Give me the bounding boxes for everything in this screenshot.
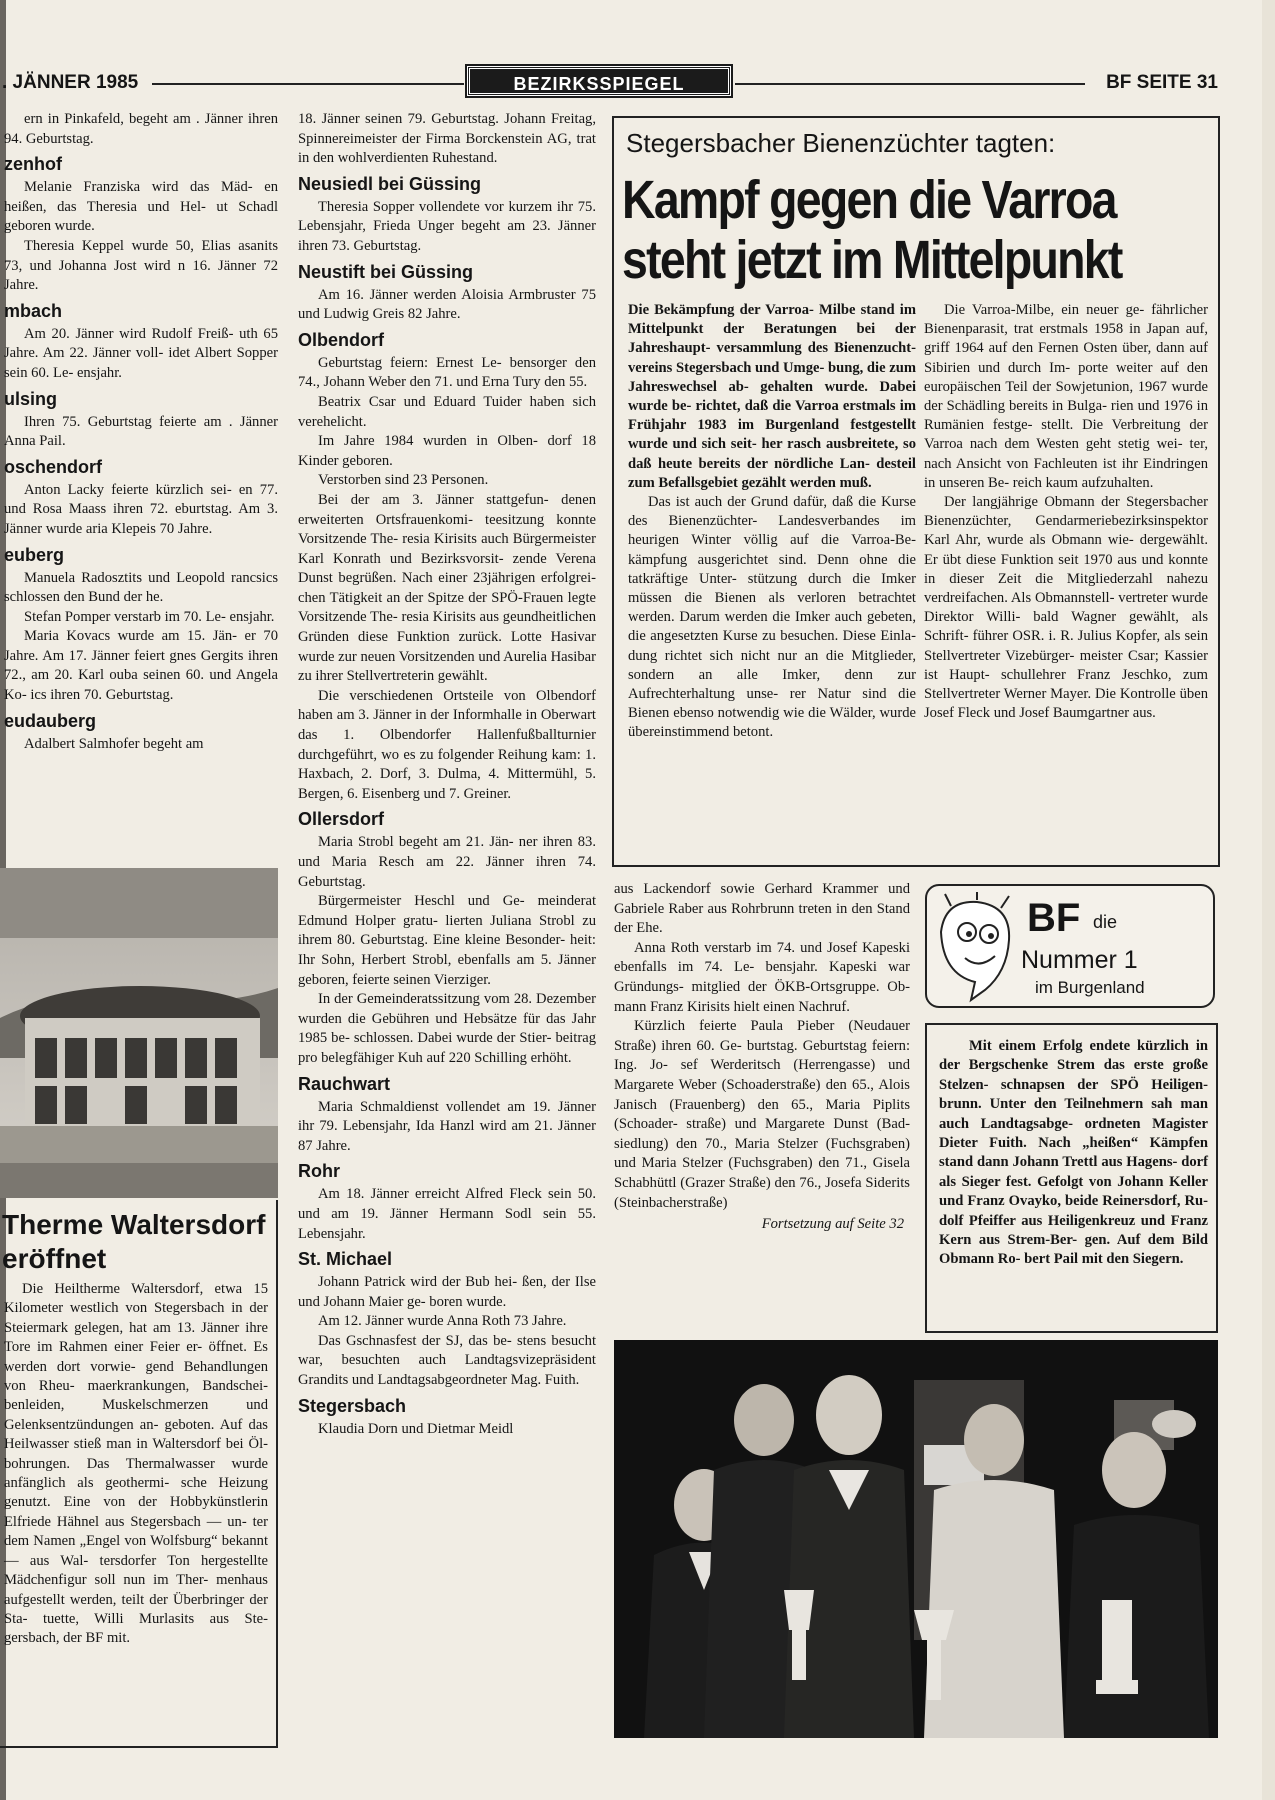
place-subheading: Stegersbach (298, 1395, 407, 1416)
article-lead: Die Bekämpfung der Varroa- Milbe stand im Mittelpunkt der Beratungen bei der Jahreshaupt- versammlung des Bienenzucht- vereins Stegersbach und Umge- bung, die zum Jahreswechsel ab- gehalten wurde. Dabei wurde be- richtet, daß die Varroa erstmals im Frühjahr 1983 im Burgenland festgestellt wurde und sich seit- her rasch ausbreitete, so daß heute bereits der nördliche Lan- desteil zum Befallsgebiet gezählt werden muß. (628, 302, 916, 491)
place-subheading: euberg (4, 544, 65, 565)
article-kicker: Stegersbacher Bienenzüchter tagten: (626, 128, 1056, 158)
news-paragraph: Die verschiedenen Ortsteile von Olbendorf haben am 3. Jänner in der Informhalle in Oberwart das 1. Olbendorfer Hallenfußballturnier durchgeführt, wo es zu folgender Reihung kam: 1. Haxbach, 2. Dorf, 3. Dulma, 4. Mittermühl, 5. Bergen, 6. Eisenberg und 7. Greiner. (298, 687, 596, 802)
place-subheading: St. Michael (298, 1249, 393, 1270)
news-paragraph: Theresia Keppel wurde 50, Elias asanits 73, und Johanna Jost wird n 16. Jänner 72 Jahre. (4, 237, 278, 294)
news-paragraph: Maria Kovacs wurde am 15. Jän- er 70 Jahre. Am 17. Jänner feiert gnes Gergits ihren 72., am 20. Karl ouba seinen 60. und Angela Ko- ics ihren 70. Geburtstag. (4, 628, 278, 704)
page-header (0, 66, 1218, 100)
place-subheading: oschendorf (4, 456, 103, 477)
article-column-b (924, 301, 1208, 723)
section-title: BEZIRKSSPIEGEL (467, 66, 731, 96)
header-rule (735, 83, 1085, 85)
therme-text: Die Heiltherme Waltersdorf, etwa 15 Kilometer westlich von Stegersbach in der Steiermark gelegen, hat am 13. Jänner ihre Tore im Rahmen einer Feier er- öffnet. Es werden dort vorwie- gend Behandlungen von Rheu- maerkrankungen, Bandschei- benleiden, Muskelschmerzen und Gelenksentzündungen an- geboten. Auf das Heilwasser stieß man in Waltersdorf bei Öl- bohrungen. Das Thermalwasser wurde anfänglich als geothermi- sche Heizung genutzt. Eine von der Hobbykünstlerin Elfriede Hähnel aus Stegersbach — un- ter dem Namen „Engel von Wolfsburg“ bekannt — aus Wal- tersdorfer Ton hergestellte Mädchenfigur soll nun im Ther- menhaus aufgestellt werden, teilt der Überbringer der Sta- tuette, Willi Murlasits aus Ste- gersbach, der BF mit. (4, 1281, 268, 1647)
place-subheading: zenhof (4, 154, 62, 175)
mascot-icon (931, 892, 1023, 1004)
news-paragraph: Beatrix Csar und Eduard Tuider haben sich verehelicht. (298, 393, 596, 430)
news-paragraph: Am 16. Jänner werden Aloisia Armbruster 75 und Ludwig Greis 82 Jahre. (298, 286, 596, 323)
place-subheading: eudauberg (4, 710, 97, 731)
news-paragraph: Anna Roth verstarb im 74. und Josef Kapeski ebenfalls im 74. Le- bensjahr. Kapeski war Gründungs- mitglied der ÖKB-Ortsgruppe. Ob- mann Franz Kirisits hielt einen Nachruf. (614, 939, 910, 1015)
news-paragraph: Stefan Pomper verstarb im 70. Le- ensjahr. (24, 608, 275, 625)
news-paragraph: Bürgermeister Heschl und Ge- meinderat Edmund Holper gratu- lierten Juliana Strobl zu ihrem 80. Geburtstag. Eine kleine Besonder- heit: Ihr Sohn, Herbert Strobl, ebenfalls am 5. Jänner geboren, feierte seinen Vierziger. (298, 893, 596, 988)
issue-date: . JÄNNER 1985 (2, 72, 139, 93)
place-subheading: Rohr (298, 1161, 340, 1182)
place-subheading: Neusiedl bei Güssing (298, 173, 482, 194)
news-paragraph: Maria Strobl begeht am 21. Jän- ner ihren 83. und Maria Resch am 22. Jänner ihren 74. Geburtstag. (298, 834, 596, 890)
article-column-a (628, 301, 916, 743)
column-local-news-3 (614, 880, 910, 1340)
news-paragraph: Ihren 75. Geburtstag feierte am . Jänner Anna Pail. (4, 413, 278, 450)
news-paragraph: Am 18. Jänner erreicht Alfred Fleck sein 50. und am 19. Jänner Hermann Sodl sein 55. Lebensjahr. (298, 1186, 596, 1242)
place-subheading: Rauchwart (298, 1073, 391, 1094)
place-subheading: mbach (4, 300, 63, 321)
bf-advertisement (925, 884, 1215, 1008)
place-subheading: ulsing (4, 388, 57, 409)
news-paragraph: Am 12. Jänner wurde Anna Roth 73 Jahre. (318, 1313, 567, 1330)
news-paragraph: Geburtstag feiern: Ernest Le- bensorger den 74., Johann Weber den 71. und Erna Tury den 55. (298, 354, 596, 391)
news-paragraph: Melanie Franziska wird das Mäd- en heißen, das Theresia und Hel- ut Schadl geboren wurde. (4, 179, 278, 235)
therme-headline: Therme Waltersdorf eröffnet (2, 1209, 266, 1274)
article-paragraph: Der langjährige Obmann der Stegersbacher Bienenzüchter, Gendarmeriebezirksinspektor Karl Ahr, wurde als Obmann wie- dergewählt. Er übt diese Funktion seit 1970 aus und konnte in dieser Zeit die Mitgliederzahl nahezu verdreifachen. Als Obmannstell- vertreter wurde Direktor Willi- bald Wagner gewählt, als Schrift- führer OSR. i. R. Julius Kopfer, als sein Stellvertreter Vizebürger- meister Csar; Kassier ist Haupt- schullehrer Franz Jeschko, zum Stellvertreter Werner Mayer. Die Kontrolle üben Josef Fleck und Josef Baumgartner aus. (924, 494, 1208, 722)
news-paragraph: Das Gschnasfest der SJ, das be- stens besucht war, besuchten auch Landtagsvizepräsident Grandits und Landtagsabgeordneter Mag. Fuith. (298, 1332, 596, 1389)
news-paragraph: Anton Lacky feierte kürzlich sei- en 77. und Rosa Maass ihren 72. eburtstag. Am 3. Jänner wurde aria Klepeis 70 Jahre. (4, 481, 278, 537)
news-paragraph: 18. Jänner seinen 79. Geburtstag. Johann Freitag, Spinnereimeister der Firma Borckenstein AG, trat in den wohlverdienten Ruhestand. (298, 111, 596, 167)
ad-region: im Burgenland (1035, 978, 1145, 997)
news-paragraph: Verstorben sind 23 Personen. (318, 472, 489, 489)
news-paragraph: Theresia Sopper vollendete vor kurzem ihr 75. Lebensjahr, Frieda Unger begeht am 23. Jänner ihren 73. Geburtstag. (298, 198, 596, 254)
news-paragraph: ern in Pinkafeld, begeht am . Jänner ihren 94. Geburtstag. (4, 111, 278, 147)
news-paragraph: Bei der am 3. Jänner stattgefun- denen erweiterten Ortsfrauenkomi- teesitzung konnte Vorsitzende The- resia Kirisits auch Bürgermeister Karl Konrath und Bezirksvorsit- zende Verena Dunst begrüßen. Nach einer 23jährigen erfolgrei- chen Tätigkeit an der Spitze der SPÖ-Frauen legte Vorsitzende The- resia Kirisits aus geundheitlichen Gründen diese Funktion zurück. Lotte Hasivar wurde zur neuen Vorsitzenden und Aurelia Hasibar zu ihrer Stellvertreterin gewählt. (298, 491, 596, 685)
article-paragraph: Die Varroa-Milbe, ein neuer ge- fährlicher Bienenparasit, trat erstmals 1958 in Japan auf, griff 1964 auf den Fernen Osten über, dann auf Sibirien und durch Im- porte weiter auf den europäischen Teil der Sowjetunion, 1967 wurde der Schädling bereits in Bulga- rien und 1976 in Rumänien festge- stellt. Die Verbreitung der Varroa nach dem Westen geht stetig wei- ter, nach Ansicht von Fachleuten ist ihr Eindringen in unseren Be- reich kaum aufzuhalten. (924, 302, 1208, 491)
photo-caption: Mit einem Erfolg endete kürzlich in der Bergschenke Strem das erste große Stelzen- schnapsen der SPÖ Heiligen- brunn. Unter den Teilnehmern sah man auch Landtagsabge- ordneten Magister Dieter Fuith. Nach „heißen“ Kämpfen stand dann Johann Trettl aus Hagens- dorf als Sieger fest. Gefolgt von Johann Keller und Franz Ovayko, beide Reinersdorf, Ru- dolf Pfeiffer aus Heiligenkreuz und Franz Kern aus Strem-Ber- gen. Auf dem Bild Obmann Ro- bert Pail mit den Siegern. (925, 1023, 1218, 1333)
header-rule (152, 83, 464, 85)
column-local-news-2 (298, 110, 596, 1770)
group-photo-image (614, 1340, 1218, 1738)
news-paragraph: Klaudia Dorn und Dietmar Meidl (318, 1420, 514, 1437)
page-margin (1262, 0, 1275, 1800)
news-paragraph: Kürzlich feierte Paula Pieber (Neudauer Straße) ihren 60. Ge- burtstag. Geburtstag feiern: Ing. Jo- sef Werderitsch (Herrengasse) und Margarete Weber (Schoaderstraße) den 65., Alois Janisch (Frauenberg) den 65., Maria Piplits (Schoader- straße) und Margarete Dunst (Bad- siedlung) den 70., Maria Stelzer (Fuchsgraben) und Maria Stelzer (Fuchsgraben) den 71., Gisela Schabhüttl (Grazer Straße) den 76., Josefa Siderits (Steinbacherstraße) (614, 1018, 910, 1211)
ad-die: die (1093, 912, 1118, 932)
place-subheading: Ollersdorf (298, 809, 385, 830)
place-subheading: Olbendorf (298, 329, 384, 350)
building-photo-image (0, 868, 278, 1198)
column-local-news-1 (4, 110, 278, 850)
place-subheading: Neustift bei Güssing (298, 261, 474, 282)
news-paragraph: Johann Patrick wird der Bub hei- ßen, der Ilse und Johann Maier ge- boren wurde. (298, 1274, 596, 1310)
news-paragraph: In der Gemeinderatssitzung vom 28. Dezember wurden die Gebühren und Hebsätze für das Jahr 1985 be- schlossen. Dabei wurde der Stier- beitrag pro belegfähiger Kuh auf 220 Schilling erhöht. (298, 991, 596, 1066)
news-paragraph: aus Lackendorf sowie Gerhard Krammer und Gabriele Raber aus Rohrbrunn treten in den Stand der Ehe. (614, 881, 910, 937)
page-number: BF SEITE 31 (1106, 72, 1218, 93)
building-photo (0, 868, 278, 1198)
ad-slogan: Nummer 1 (1021, 946, 1138, 974)
news-paragraph: Im Jahre 1984 wurden in Olben- dorf 18 Kinder geboren. (298, 433, 596, 469)
ad-brand: BF (1027, 896, 1081, 940)
news-paragraph: Am 20. Jänner wird Rudolf Freiß- uth 65 Jahre. Am 22. Jänner voll- idet Albert Sopper sein 60. Le- ensjahr. (4, 325, 278, 381)
news-paragraph: Manuela Radosztits und Leopold rancsics schlossen den Bund der he. (4, 569, 278, 606)
article-headline: Kampf gegen die Varroa steht jetzt im Mittelpunkt (622, 170, 1122, 290)
article-paragraph: Das ist auch der Grund dafür, daß die Kurse des Bienenzüchter- Landesverbandes im heurigen Winter völlig auf die Varroa-Be- kämpfung ausgerichtet sind. Denn ohne die tatkräftige Unter- stützung durch die Imker müssen die Bienen als verloren betrachtet werden. Darum werden die Imker auch gebeten, die angesetzten Kurse zu besuchen. Diese Einla- dung richtet sich nicht nur an die Mitglieder, sondern an alle Imker, denn zur Aufrechterhaltung unse- rer Natur sind die Bienen ebenso notwendig wie die Wälder, wurde übereinstimmend betont. (628, 494, 916, 741)
continuation-note: Fortsetzung auf Seite 32 (761, 1216, 904, 1233)
therme-article (0, 1200, 278, 1748)
varroa-article (612, 116, 1220, 867)
news-paragraph: Maria Schmaldienst vollendet am 19. Jänner ihr 79. Lebensjahr, Ida Hanzl wird am 21. Jänner 87 Jahre. (298, 1098, 596, 1154)
group-photo (614, 1340, 1218, 1738)
news-paragraph: Adalbert Salmhofer begeht am (24, 735, 204, 752)
